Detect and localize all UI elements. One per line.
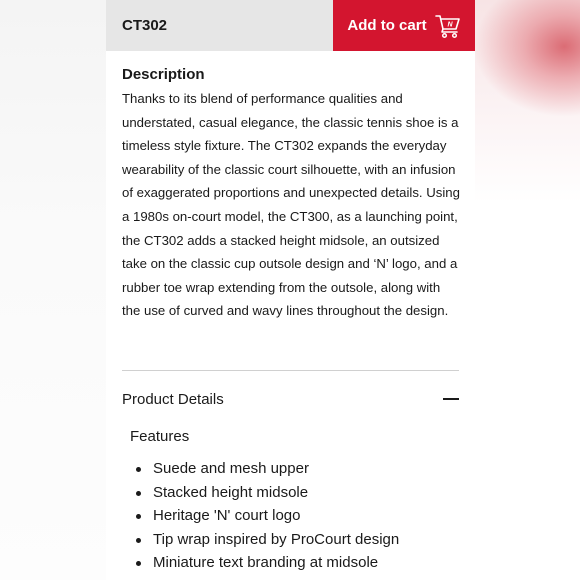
feature-text: Stacked height midsole bbox=[153, 483, 309, 501]
product-top-bar bbox=[106, 0, 475, 51]
feature-item bbox=[130, 504, 460, 528]
bullet-icon bbox=[136, 467, 141, 472]
add-to-cart-label: Add to cart bbox=[347, 17, 427, 34]
product-details-title: Product Details bbox=[122, 390, 224, 408]
feature-item bbox=[130, 457, 460, 481]
blurred-background-right bbox=[475, 0, 580, 580]
description-text: Thanks to its blend of performance qualities and understated, casual elegance, the classic tennis shoe is a timeless style fixture. The CT302 expands the everyday wearability of the classic court silhouette, with an infusion of exaggerated proportions and unexpected details. Using a 1980s on-court model, the CT300, as a launching point, the CT302 adds a stacked height midsole, an outsized take on the classic cup outsole design and ‘N’ logo, and a rubber toe wrap extending from the outsole, along with the use of curved and wavy lines throughout the design. bbox=[122, 91, 460, 319]
feature-item bbox=[130, 481, 460, 505]
feature-text: Heritage 'N' court logo bbox=[153, 507, 301, 525]
bullet-icon bbox=[136, 561, 141, 566]
feature-text: Miniature text branding at midsole bbox=[153, 554, 379, 572]
feature-item bbox=[130, 528, 460, 552]
description-heading: Description bbox=[122, 66, 205, 83]
feature-text: Tip wrap inspired by ProCourt design bbox=[153, 530, 400, 548]
bullet-icon bbox=[136, 514, 141, 519]
feature-item bbox=[130, 551, 460, 575]
section-divider bbox=[122, 370, 459, 371]
add-to-cart-button[interactable] bbox=[333, 0, 475, 51]
feature-text: Suede and mesh upper bbox=[153, 460, 309, 477]
features-list bbox=[130, 457, 460, 575]
product-panel bbox=[106, 0, 475, 580]
features-heading: Features bbox=[130, 428, 190, 445]
product-details-toggle[interactable] bbox=[122, 388, 459, 410]
bullet-icon bbox=[136, 491, 141, 496]
bullet-icon bbox=[136, 538, 141, 543]
minus-icon[interactable] bbox=[443, 398, 459, 400]
cart-icon bbox=[435, 13, 461, 39]
product-code: CT302 bbox=[106, 0, 333, 51]
cart-icon-letter: N bbox=[447, 21, 453, 28]
blurred-background-left bbox=[0, 0, 106, 580]
